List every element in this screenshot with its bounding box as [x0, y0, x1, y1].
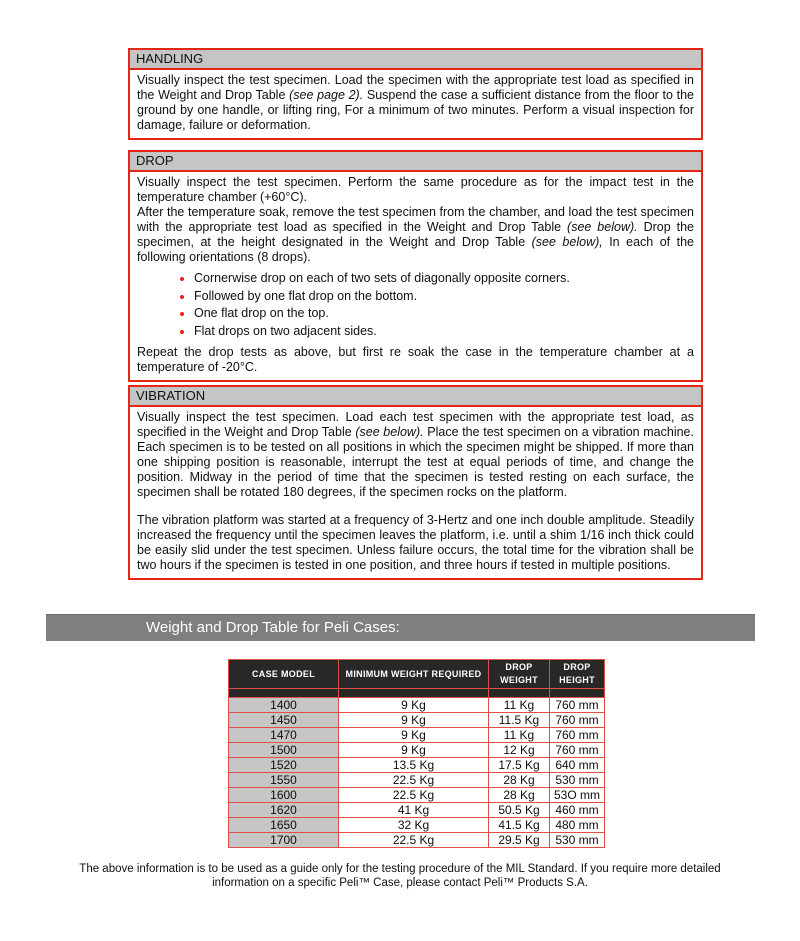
paragraph — [137, 175, 694, 205]
list-item: • One flat drop on the top. — [194, 306, 694, 322]
text-run: Suspend the case a sufficient distance from the floor to the ground by one handle, or lifting ring, For a minimum of two minutes. Perform a visual inspection for damage, failure or deformation. — [137, 88, 694, 132]
italic-run: (see page 2). — [289, 88, 364, 102]
case-model-cell: 1700 — [229, 833, 339, 848]
column-header: DROP HEIGHT — [550, 660, 605, 689]
text-run: In each of the following orientations (8 drops). — [137, 235, 694, 264]
spacer-cell — [550, 689, 605, 698]
section-handling — [128, 48, 703, 140]
table-body — [229, 698, 605, 848]
value-cell: 13.5 Kg — [339, 758, 489, 773]
table-row — [229, 788, 605, 803]
header-spacer-row — [229, 689, 605, 698]
value-cell: 41 Kg — [339, 803, 489, 818]
value-cell: 530 mm — [550, 833, 605, 848]
paragraph — [137, 205, 694, 265]
list-item: • Flat drops on two adjacent sides. — [194, 324, 694, 340]
value-cell: 460 mm — [550, 803, 605, 818]
section-title-handling: HANDLING — [130, 50, 701, 70]
section-body-drop — [130, 172, 701, 380]
value-cell: 28 Kg — [489, 788, 550, 803]
section-drop — [128, 150, 703, 382]
list-item: • Followed by one flat drop on the bottom. — [194, 289, 694, 305]
case-model-cell: 1550 — [229, 773, 339, 788]
case-model-cell: 1470 — [229, 728, 339, 743]
section-body-handling — [130, 70, 701, 138]
paragraph — [137, 513, 694, 573]
italic-run: (see below). — [355, 425, 424, 439]
value-cell: 9 Kg — [339, 713, 489, 728]
value-cell: 9 Kg — [339, 743, 489, 758]
case-model-cell: 1520 — [229, 758, 339, 773]
text-run: The vibration platform was started at a frequency of 3-Hertz and one inch double amplitude. Steadily increased the frequency until the specimen leaves the platform, i.e. until a shim 1/16 inch thick could be easily slid under the test specimen. Unless failure occurs, the total time for the vibration shall be two hours if the specimen is tested in one position, and three hours if tested in multiple positions. — [137, 513, 694, 572]
text-run: Visually inspect the test specimen. Load the specimen with the appropriate test load as specified in the Weight and Drop Table — [137, 73, 694, 102]
weight-drop-table — [228, 659, 605, 848]
case-model-cell: 1620 — [229, 803, 339, 818]
value-cell: 530 mm — [550, 773, 605, 788]
case-model-cell: 1450 — [229, 713, 339, 728]
value-cell: 28 Kg — [489, 773, 550, 788]
text-run: Visually inspect the test specimen. Load each test specimen with the appropriate test load, as specified in the Weight and Drop Table — [137, 410, 694, 439]
text-run: Visually inspect the test specimen. Perform the same procedure as for the impact test in the temperature chamber (+60°C). — [137, 175, 694, 204]
table-row — [229, 773, 605, 788]
value-cell: 760 mm — [550, 698, 605, 713]
list-item: • Cornerwise drop on each of two sets of diagonally opposite corners. — [194, 271, 694, 287]
value-cell: 760 mm — [550, 728, 605, 743]
table-header-row — [229, 660, 605, 689]
value-cell: 480 mm — [550, 818, 605, 833]
value-cell: 53O mm — [550, 788, 605, 803]
table-row — [229, 818, 605, 833]
column-header: CASE MODEL — [229, 660, 339, 689]
value-cell: 11 Kg — [489, 728, 550, 743]
value-cell: 29.5 Kg — [489, 833, 550, 848]
paragraph — [137, 73, 694, 133]
case-model-cell: 1600 — [229, 788, 339, 803]
value-cell: 760 mm — [550, 713, 605, 728]
table-row — [229, 743, 605, 758]
paragraph — [137, 345, 694, 375]
table-row — [229, 803, 605, 818]
paragraph — [137, 410, 694, 500]
spacer-cell — [489, 689, 550, 698]
value-cell: 22.5 Kg — [339, 773, 489, 788]
drop-orientations-list — [137, 271, 694, 339]
section-title-drop: DROP — [130, 152, 701, 172]
value-cell: 22.5 Kg — [339, 833, 489, 848]
text-run: Drop the specimen, at the height designated in the Weight and Drop Table — [137, 220, 694, 249]
case-model-cell: 1500 — [229, 743, 339, 758]
table-row — [229, 758, 605, 773]
value-cell: 11 Kg — [489, 698, 550, 713]
column-header: MINIMUM WEIGHT REQUIRED — [339, 660, 489, 689]
value-cell: 17.5 Kg — [489, 758, 550, 773]
spacer-cell — [339, 689, 489, 698]
footer-note: The above information is to be used as a guide only for the testing procedure of the MIL Standard. If you require more detailed information on a specific Peli™ Case, please contact Peli™ Products S.A. — [79, 863, 721, 889]
banner-label: Weight and Drop Table for Peli Cases: — [146, 619, 400, 636]
text-run: After the temperature soak, remove the test specimen from the chamber, and load the test specimen with the appropriate test load as specified in the Weight and Drop Table — [137, 205, 694, 234]
column-header: DROP WEIGHT — [489, 660, 550, 689]
table-row — [229, 728, 605, 743]
value-cell: 22.5 Kg — [339, 788, 489, 803]
section-title-vibration: VIBRATION — [130, 387, 701, 407]
case-model-cell: 1400 — [229, 698, 339, 713]
table-row — [229, 698, 605, 713]
table-head — [229, 660, 605, 698]
value-cell: 11.5 Kg — [489, 713, 550, 728]
section-vibration — [128, 385, 703, 580]
case-model-cell: 1650 — [229, 818, 339, 833]
value-cell: 9 Kg — [339, 728, 489, 743]
value-cell: 12 Kg — [489, 743, 550, 758]
text-run: Place the test specimen on a vibration machine. Each specimen is to be tested on all positions in which the specimen might be shipped. If more than one shipping position is reasonable, interrupt the test at equal periods of time, and change the position. Midway in the period of time that the specimen is tested resting on each surface, the specimen shall be rotated 180 degrees, if the specimen rocks on the platform. — [137, 425, 694, 499]
spacer-cell — [229, 689, 339, 698]
italic-run: (see below), — [531, 235, 603, 249]
value-cell: 50.5 Kg — [489, 803, 550, 818]
text-run: Repeat the drop tests as above, but first re soak the case in the temperature chamber at a temperature of -20°C. — [137, 345, 694, 374]
section-body-vibration — [130, 407, 701, 578]
value-cell: 640 mm — [550, 758, 605, 773]
table-row — [229, 833, 605, 848]
value-cell: 32 Kg — [339, 818, 489, 833]
table-row — [229, 713, 605, 728]
italic-run: (see below). — [567, 220, 638, 234]
value-cell: 9 Kg — [339, 698, 489, 713]
value-cell: 41.5 Kg — [489, 818, 550, 833]
value-cell: 760 mm — [550, 743, 605, 758]
weight-drop-table-banner — [46, 614, 755, 641]
